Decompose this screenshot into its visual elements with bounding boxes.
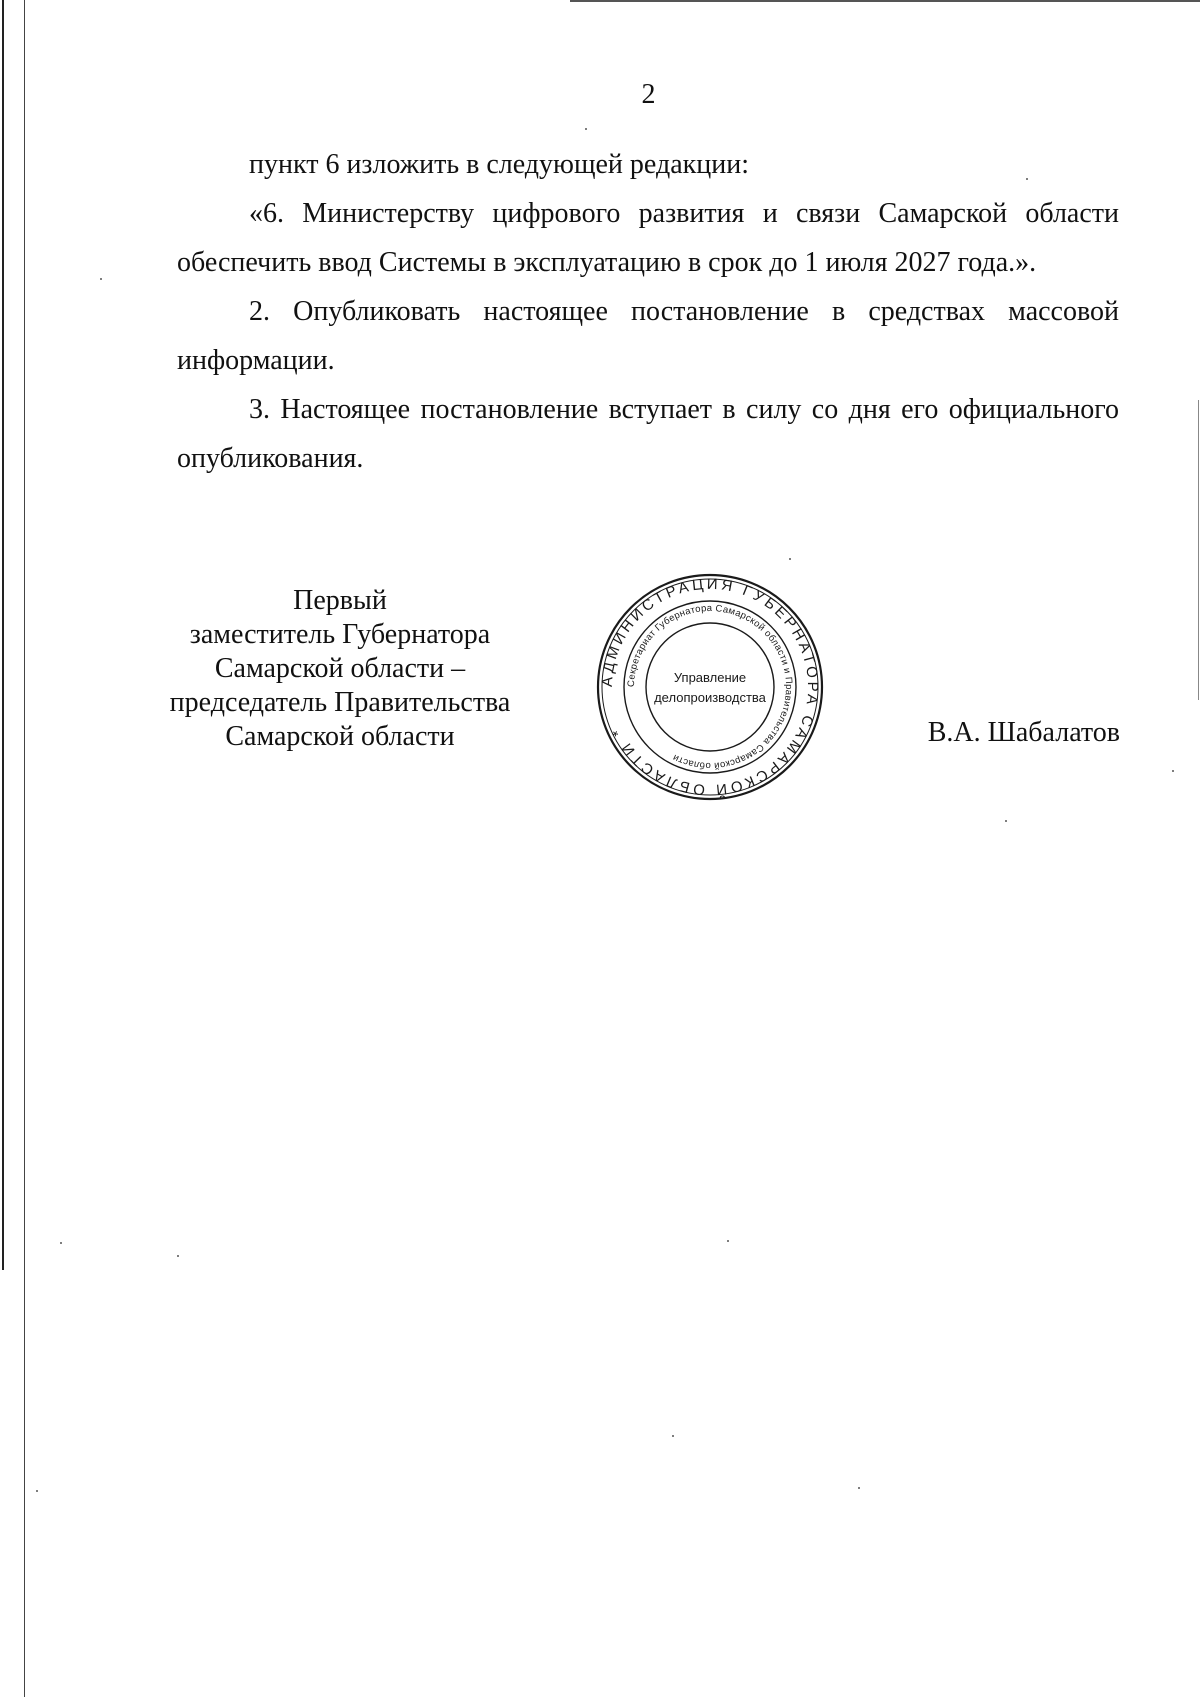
stamp-inner-ring [646,623,774,751]
signer-name: В.А. Шабалатов [927,717,1120,748]
signer-title [150,584,530,754]
scan-speck [60,1242,62,1244]
scan-speck [585,128,587,130]
stamp-center-line: Управление [673,670,747,685]
signer-title-line: Самарской области [225,721,455,752]
scan-speck [1172,770,1174,772]
scan-speck [177,1255,179,1257]
scan-speck [1026,178,1028,180]
scan-speck [727,1240,729,1242]
signer-title-line: Первый [293,585,387,616]
stamp-middle-ring [624,601,796,773]
page-number: 2 [641,79,656,110]
scan-speck [100,278,102,280]
paragraph: 3. Настоящее постановление вступает в силу со дня его официального опубликования. [177,394,1119,474]
signer-title-line: заместитель Губернатора [189,619,491,650]
official-stamp [595,572,825,802]
scan-edge-line [24,0,25,1697]
paragraph: 2. Опубликовать настоящее постановление в средствах массовой информации. [177,296,1119,376]
scan-speck [672,1435,674,1437]
scan-edge-line [570,0,1200,2]
scan-speck [1005,820,1007,822]
signer-title-line: председатель Правительства [169,687,511,718]
stamp-inner-text: Секретариат Губернатора Самарской области и Правительства Самарской области [625,602,795,772]
document-body [177,140,1119,483]
paragraph: пункт 6 изложить в следующей редакции: [249,149,749,180]
scan-speck [858,1487,860,1489]
stamp-outer-text: АДМИНИСТРАЦИЯ ГУБЕРНАТОРА САМАРСКОЙ ОБЛАСТИ * [598,575,822,799]
scan-speck [36,1490,38,1492]
scan-edge-line [1198,400,1199,700]
paragraph: «6. Министерству цифрового развития и связи Самарской области обеспечить ввод Системы в эксплуатацию в срок до 1 июля 2027 года.». [177,198,1119,278]
signer-title-line: Самарской области – [214,653,466,684]
stamp-center-line: делопроизводства [654,690,766,705]
scan-speck [789,558,791,560]
scan-edge-line [2,0,4,1270]
